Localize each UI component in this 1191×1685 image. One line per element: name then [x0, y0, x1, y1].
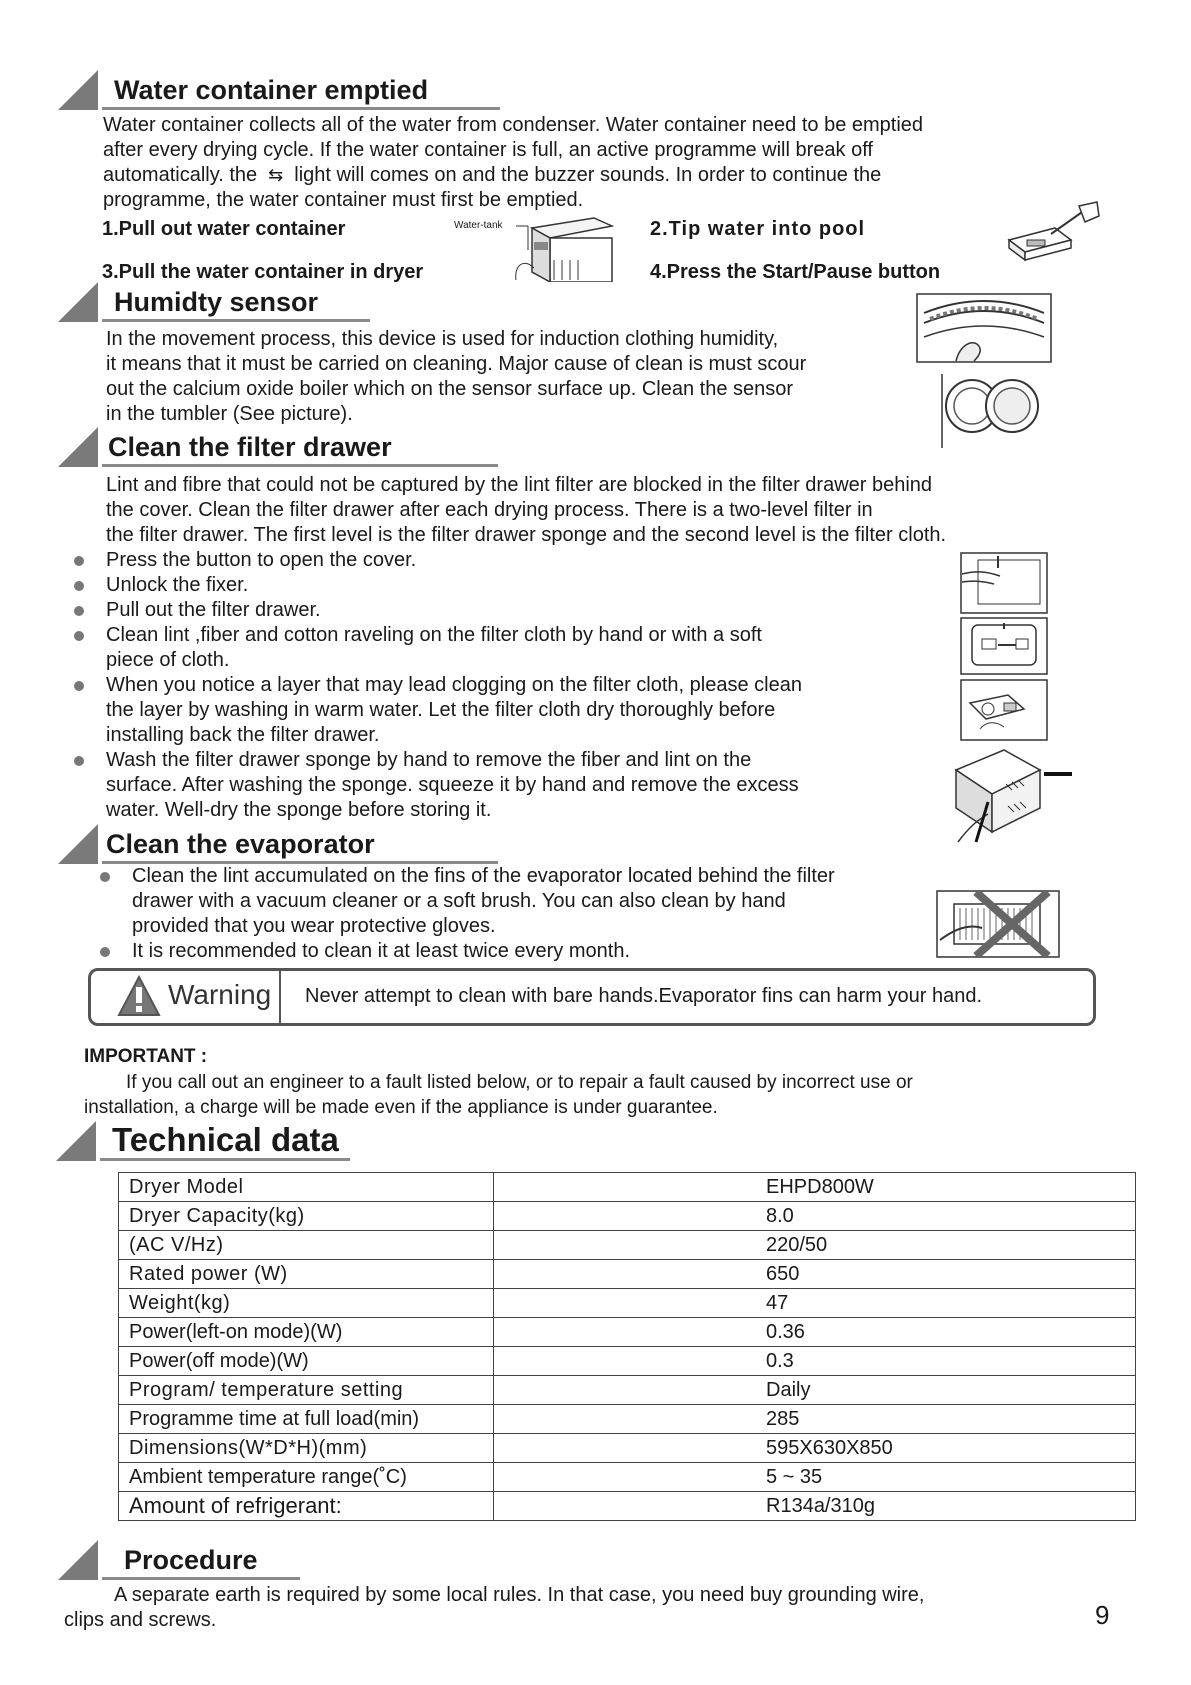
list-item-text: Press the button to open the cover.: [106, 549, 417, 571]
spec-value: 0.36: [494, 1318, 1136, 1347]
spec-value: 0.3: [494, 1347, 1136, 1376]
list-item-text: Unlock the fixer.: [106, 574, 249, 596]
drum-door-figure: [938, 372, 1042, 455]
tip-water-figure: [1005, 200, 1101, 271]
table-row: [119, 1347, 1136, 1376]
table-row: [119, 1463, 1136, 1492]
section-rule: [102, 1577, 300, 1580]
section-humidity-header: [58, 276, 370, 322]
list-item-text: Clean lint ,fiber and cotton raveling on the filter cloth by hand or with a soft: [106, 624, 762, 646]
section-marker: [56, 1121, 96, 1161]
list-item-text: provided that you wear protective gloves.: [132, 915, 496, 937]
list-item-continuation: [106, 773, 802, 798]
spec-name: (AC V/Hz): [119, 1231, 494, 1260]
sensor-drawing: [916, 293, 1052, 363]
spec-value: 8.0: [494, 1202, 1136, 1231]
list-item-text: When you notice a layer that may lead clogging on the filter cloth, please clean: [106, 674, 802, 696]
list-item-continuation: [106, 648, 802, 673]
table-row: [119, 1492, 1136, 1521]
water-tank-figure: [454, 210, 614, 287]
spec-name: Power(off mode)(W): [119, 1347, 494, 1376]
tank-full-icon: ⇆: [268, 165, 284, 185]
spec-value: 220/50: [494, 1231, 1136, 1260]
text-line: in the tumbler (See picture).: [106, 403, 353, 425]
section-marker: [58, 824, 98, 864]
important-line-1: If you call out an engineer to a fault listed below, or to repair a fault caused by incorrect use or: [126, 1072, 913, 1093]
section-evaporator-header: [58, 818, 498, 864]
spec-name: Program/ temperature setting: [119, 1376, 494, 1405]
step-3: 3.Pull the water container in dryer: [102, 261, 424, 283]
bullet-icon: [100, 872, 110, 882]
list-item: [132, 939, 835, 964]
text-fragment: programme,: [103, 189, 211, 211]
section-water-header: [58, 64, 500, 110]
filter-steps-list: [106, 548, 802, 823]
table-row: [119, 1202, 1136, 1231]
cover-open-drawing: [960, 552, 1048, 614]
bullet-icon: [74, 631, 84, 641]
list-item-text: the layer by washing in warm water. Let the filter cloth dry thoroughly before: [106, 699, 776, 721]
spec-value: EHPD800W: [494, 1173, 1136, 1202]
spec-value: R134a/310g: [494, 1492, 1136, 1521]
section-rule: [102, 319, 370, 322]
table-row: [119, 1231, 1136, 1260]
bullet-icon: [74, 556, 84, 566]
spec-name: Amount of refrigerant:: [119, 1492, 494, 1521]
bullet-icon: [74, 581, 84, 591]
spec-value: 650: [494, 1260, 1136, 1289]
filter-fixer-figure: [960, 617, 1048, 680]
section-title: Clean the filter drawer: [108, 432, 392, 462]
list-item-continuation: [106, 698, 802, 723]
section-marker: [58, 70, 98, 110]
text-fragment: automatically. the: [103, 164, 258, 186]
list-item: [132, 864, 835, 889]
table-row: [119, 1318, 1136, 1347]
spec-name: Programme time at full load(min): [119, 1405, 494, 1434]
section-rule: [102, 464, 498, 467]
spec-value: 285: [494, 1405, 1136, 1434]
bullet-icon: [74, 681, 84, 691]
list-item-continuation: [132, 914, 835, 939]
section-title: Technical data: [112, 1121, 339, 1158]
sponge-drawing: [948, 744, 1076, 844]
spec-value: 595X630X850: [494, 1434, 1136, 1463]
filter-pull-figure: [960, 679, 1048, 746]
list-item: [106, 598, 802, 623]
spec-name: Dimensions(W*D*H)(mm): [119, 1434, 494, 1463]
section-filter-header: [58, 421, 498, 467]
section-rule: [102, 107, 500, 110]
water-tank-tip-drawing: [1005, 200, 1101, 266]
text-line: [103, 163, 923, 188]
step-1: 1.Pull out water container: [102, 218, 346, 240]
evaporator-no-bare-hands-drawing: [936, 890, 1060, 958]
list-item: [106, 623, 802, 648]
step-2: 2.Tip water into pool: [650, 218, 866, 240]
text-line: out the calcium oxide boiler which on the sensor surface up. Clean the sensor: [106, 378, 794, 400]
warning-box: [88, 968, 1096, 1026]
warning-text: Never attempt to clean with bare hands.Evaporator fins can harm your hand.: [305, 985, 983, 1007]
spec-value: Daily: [494, 1376, 1136, 1405]
spec-name: Ambient temperature range(˚C): [119, 1463, 494, 1492]
step-4: 4.Press the Start/Pause button: [650, 261, 941, 283]
list-item-text: drawer with a vacuum cleaner or a soft brush. You can also clean by hand: [132, 890, 786, 912]
text-fragment: the water container must first be emptied.: [216, 189, 584, 211]
warning-label: Warning: [168, 979, 272, 1010]
table-row: [119, 1434, 1136, 1463]
spec-value: 5 ~ 35: [494, 1463, 1136, 1492]
section-rule: [100, 1158, 350, 1161]
table-row: [119, 1289, 1136, 1318]
section-marker: [58, 427, 98, 467]
text-fragment: light will comes on and the buzzer sounds. In order to continue the: [294, 164, 882, 186]
drum-door-drawing: [938, 372, 1042, 450]
table-row: [119, 1376, 1136, 1405]
list-item-text: installing back the filter drawer.: [106, 724, 380, 746]
filter-paragraph: [106, 473, 946, 548]
warning-icon: [117, 975, 161, 1022]
list-item-text: Clean the lint accumulated on the fins of the evaporator located behind the filter: [132, 865, 835, 887]
section-marker: [58, 1540, 98, 1580]
list-item: [106, 548, 802, 573]
section-procedure-header: [58, 1534, 300, 1580]
list-item: [106, 573, 802, 598]
text-line: Lint and fibre that could not be captured by the lint filter are blocked in the filter drawer behind: [106, 474, 933, 496]
evaporator-figure: [936, 890, 1060, 963]
text-line: after every drying cycle. If the water container is full, an active programme will break off: [103, 139, 873, 161]
spec-name: Rated power (W): [119, 1260, 494, 1289]
bullet-icon: [100, 947, 110, 957]
list-item-text: Pull out the filter drawer.: [106, 599, 321, 621]
evaporator-steps-list: [132, 864, 835, 964]
important-label: IMPORTANT :: [84, 1046, 208, 1067]
list-item-text: water. Well-dry the sponge before storing it.: [106, 799, 492, 821]
procedure-line-1: A separate earth is required by some local rules. In that case, you need buy grounding wire,: [114, 1584, 925, 1606]
bullet-icon: [74, 756, 84, 766]
water-paragraph: [103, 113, 923, 213]
list-item: [106, 673, 802, 698]
list-item-text: surface. After washing the sponge. squeeze it by hand and remove the excess: [106, 774, 799, 796]
spec-value: 47: [494, 1289, 1136, 1318]
spec-name: Dryer Capacity(kg): [119, 1202, 494, 1231]
procedure-line-2: clips and screws.: [64, 1609, 217, 1631]
text-line: the filter drawer. The first level is the filter drawer sponge and the second level is the filter cloth.: [106, 524, 947, 546]
list-item-text: Wash the filter drawer sponge by hand to remove the fiber and lint on the: [106, 749, 752, 771]
section-title: Clean the evaporator: [106, 829, 375, 859]
section-technical-header: [56, 1115, 350, 1161]
bullet-icon: [74, 606, 84, 616]
fixer-drawing: [960, 617, 1048, 675]
humidity-paragraph: [106, 327, 806, 427]
table-row: [119, 1173, 1136, 1202]
list-item: [106, 748, 802, 773]
text-line: In the movement process, this device is used for induction clothing humidity,: [106, 328, 779, 350]
fig-label: Water-tank: [454, 220, 503, 231]
list-item-text: piece of cloth.: [106, 649, 230, 671]
sensor-figure: [916, 293, 1052, 368]
filter-cover-figure: [960, 552, 1048, 619]
text-line: it means that it must be carried on cleaning. Major cause of clean is must scour: [106, 353, 807, 375]
technical-data-table: [118, 1172, 1136, 1521]
pull-drawer-drawing: [960, 679, 1048, 741]
section-title: Water container emptied: [114, 75, 429, 105]
page-number: 9: [1095, 1600, 1110, 1630]
important-line-2: installation, a charge will be made even if the appliance is under guarantee.: [84, 1097, 718, 1118]
spec-name: Power(left-on mode)(W): [119, 1318, 494, 1347]
section-title: Humidty sensor: [114, 287, 319, 317]
list-item-text: It is recommended to clean it at least twice every month.: [132, 940, 630, 962]
table-row: [119, 1405, 1136, 1434]
section-title: Procedure: [124, 1545, 258, 1575]
spec-name: Dryer Model: [119, 1173, 494, 1202]
text-line: Water container collects all of the water from condenser. Water container need to be emptied: [103, 114, 924, 136]
text-line: the cover. Clean the filter drawer after each drying process. There is a two-level filter in: [106, 499, 873, 521]
list-item-continuation: [132, 889, 835, 914]
warning-divider: [279, 971, 281, 1023]
section-marker: [58, 282, 98, 322]
table-row: [119, 1260, 1136, 1289]
list-item-continuation: [106, 723, 802, 748]
sponge-wash-figure: [948, 744, 1076, 849]
spec-name: Weight(kg): [119, 1289, 494, 1318]
